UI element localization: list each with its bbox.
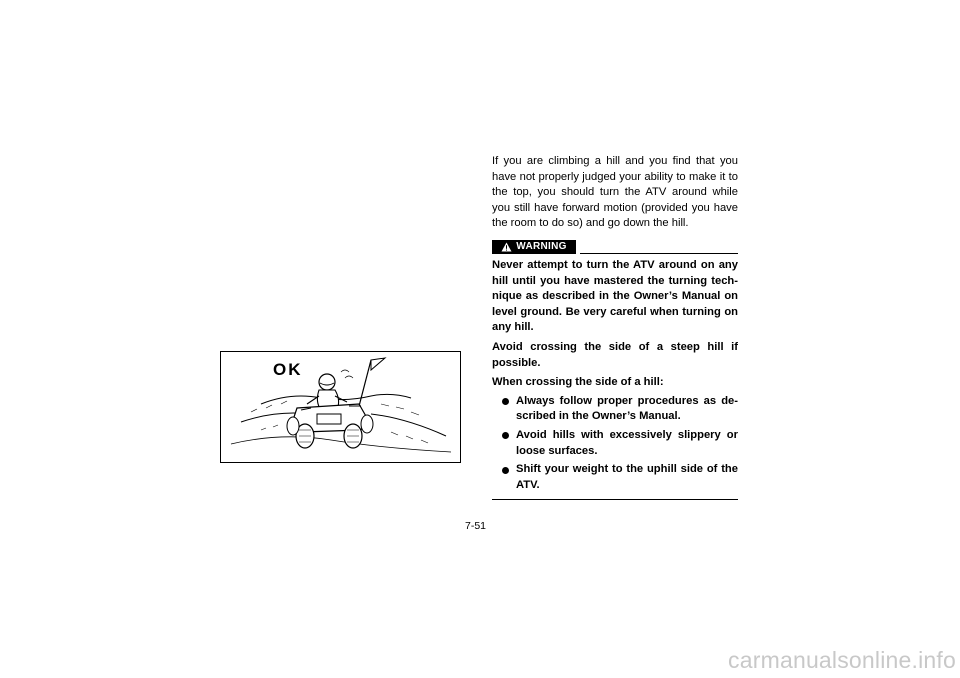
intro-paragraph: If you are climbing a hill and you find that you have not properly judged your ability to make it to the top, you should turn the ATV around while you still have forward motion (provided you have the room to do so) and go down the hill. xyxy=(492,155,738,230)
warning-header xyxy=(492,240,738,254)
warning-bullet-list xyxy=(492,394,738,494)
list-item xyxy=(492,428,738,459)
atv-rider-drawing xyxy=(221,352,460,462)
list-item-text: Avoid hills with excessively slippery or loose surfaces. xyxy=(516,428,738,457)
bullet-icon xyxy=(502,398,509,405)
warning-paragraph: Avoid crossing the side of a steep hill if possible. xyxy=(492,340,738,369)
illustration-ok-label: OK xyxy=(273,360,303,379)
warning-triangle-icon xyxy=(501,242,512,252)
watermark[interactable]: carmanualsonline.info xyxy=(728,647,956,673)
list-item xyxy=(492,462,738,493)
list-item-text: Always follow proper procedures as described in the Owner’s Manual. xyxy=(516,394,738,423)
list-item-text: Shift your weight to the uphill side of the ATV. xyxy=(516,463,738,491)
warning-label: WARNING xyxy=(516,241,567,253)
warning-end-rule xyxy=(492,499,738,500)
atv-hill-illustration xyxy=(220,351,461,463)
warning-paragraph: When crossing the side of a hill: xyxy=(492,376,664,389)
warning-rule xyxy=(580,253,738,254)
page-content xyxy=(492,154,738,500)
bullet-icon xyxy=(502,432,509,439)
warning-badge xyxy=(492,240,576,254)
list-item xyxy=(492,394,738,425)
bullet-icon xyxy=(502,467,509,474)
warning-paragraph: Never attempt to turn the ATV around on any hill until you have mastered the turning technique as described in the Owner’s Manual on level ground. Be very careful when turning on any hill. xyxy=(492,258,738,334)
page-number: 7-51 xyxy=(465,520,487,532)
